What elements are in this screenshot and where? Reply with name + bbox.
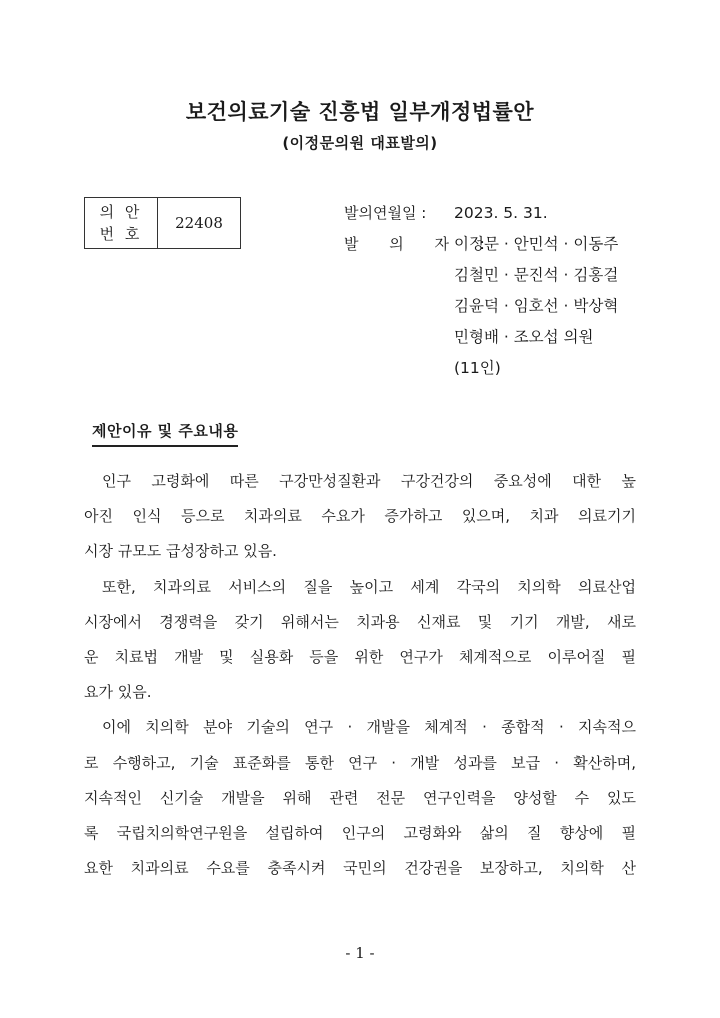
proposer-line: 민형배 · 조오섭 의원 <box>454 328 594 346</box>
body-line: 아진 인식 등으로 치과의료 수요가 증가하고 있으며, 치과 의료기기 <box>84 507 636 526</box>
body-line: 시장 규모도 급성장하고 있음. <box>84 542 277 561</box>
body-line: 지속적인 신기술 개발을 위해 관련 전문 연구인력을 양성할 수 있도 <box>84 788 636 807</box>
document-title: 보건의료기술 진흥법 일부개정법률안 <box>185 100 535 124</box>
body-text <box>84 464 636 886</box>
proposal-date-label: 발의연월일 : <box>344 204 427 222</box>
body-line: 로 수행하고, 기술 표준화를 통한 연구 · 개발 성과를 보급 · 확산하며, <box>84 753 636 772</box>
proposer-count: (11인) <box>454 359 501 377</box>
proposal-date-value: 2023. 5. 31. <box>454 204 548 222</box>
bill-number-box <box>84 197 241 249</box>
proposer-row <box>344 260 618 291</box>
body-line: 이에 치의학 분야 기술의 연구 · 개발을 체계적 · 종합적 · 지속적으 <box>102 718 636 737</box>
proposal-meta <box>344 198 618 384</box>
proposer-line: 이정문 · 안민석 · 이동주 <box>454 235 619 253</box>
page-number: - 1 - <box>345 944 375 962</box>
section-heading: 제안이유 및 주요내용 <box>92 420 238 447</box>
proposer-label: 발 의 자 : <box>344 235 498 253</box>
proposer-row <box>344 291 618 322</box>
body-line: 또한, 치과의료 서비스의 질을 높이고 세계 각국의 치의학 의료산업 <box>102 577 636 596</box>
bill-label-line2: 번 호 <box>99 225 143 243</box>
proposer-line: 김철민 · 문진석 · 김홍걸 <box>454 266 619 284</box>
proposer-row <box>344 353 618 384</box>
body-line: 운 치료법 개발 및 실용화 등을 위한 연구가 체계적으로 이루어질 필 <box>84 647 636 666</box>
document-subtitle: (이정문의원 대표발의) <box>282 134 438 152</box>
body-line: 요한 치과의료 수요를 충족시켜 국민의 건강권을 보장하고, 치의학 산 <box>84 859 636 878</box>
bill-label-line1: 의 안 <box>99 203 143 221</box>
proposal-date-row <box>344 198 618 229</box>
body-line: 록 국립치의학연구원을 설립하여 인구의 고령화와 삶의 질 향상에 필 <box>84 823 636 842</box>
proposer-row <box>344 322 618 353</box>
proposer-line: 김윤덕 · 임호선 · 박상혁 <box>454 297 619 315</box>
bill-number-value: 22408 <box>175 214 223 232</box>
body-line: 요가 있음. <box>84 683 152 702</box>
body-line: 인구 고령화에 따른 구강만성질환과 구강건강의 중요성에 대한 높 <box>102 472 636 490</box>
body-line: 시장에서 경쟁력을 갖기 위해서는 치과용 신재료 및 기기 개발, 새로 <box>84 612 636 631</box>
bill-number-label <box>85 198 158 248</box>
proposer-row <box>344 229 618 260</box>
